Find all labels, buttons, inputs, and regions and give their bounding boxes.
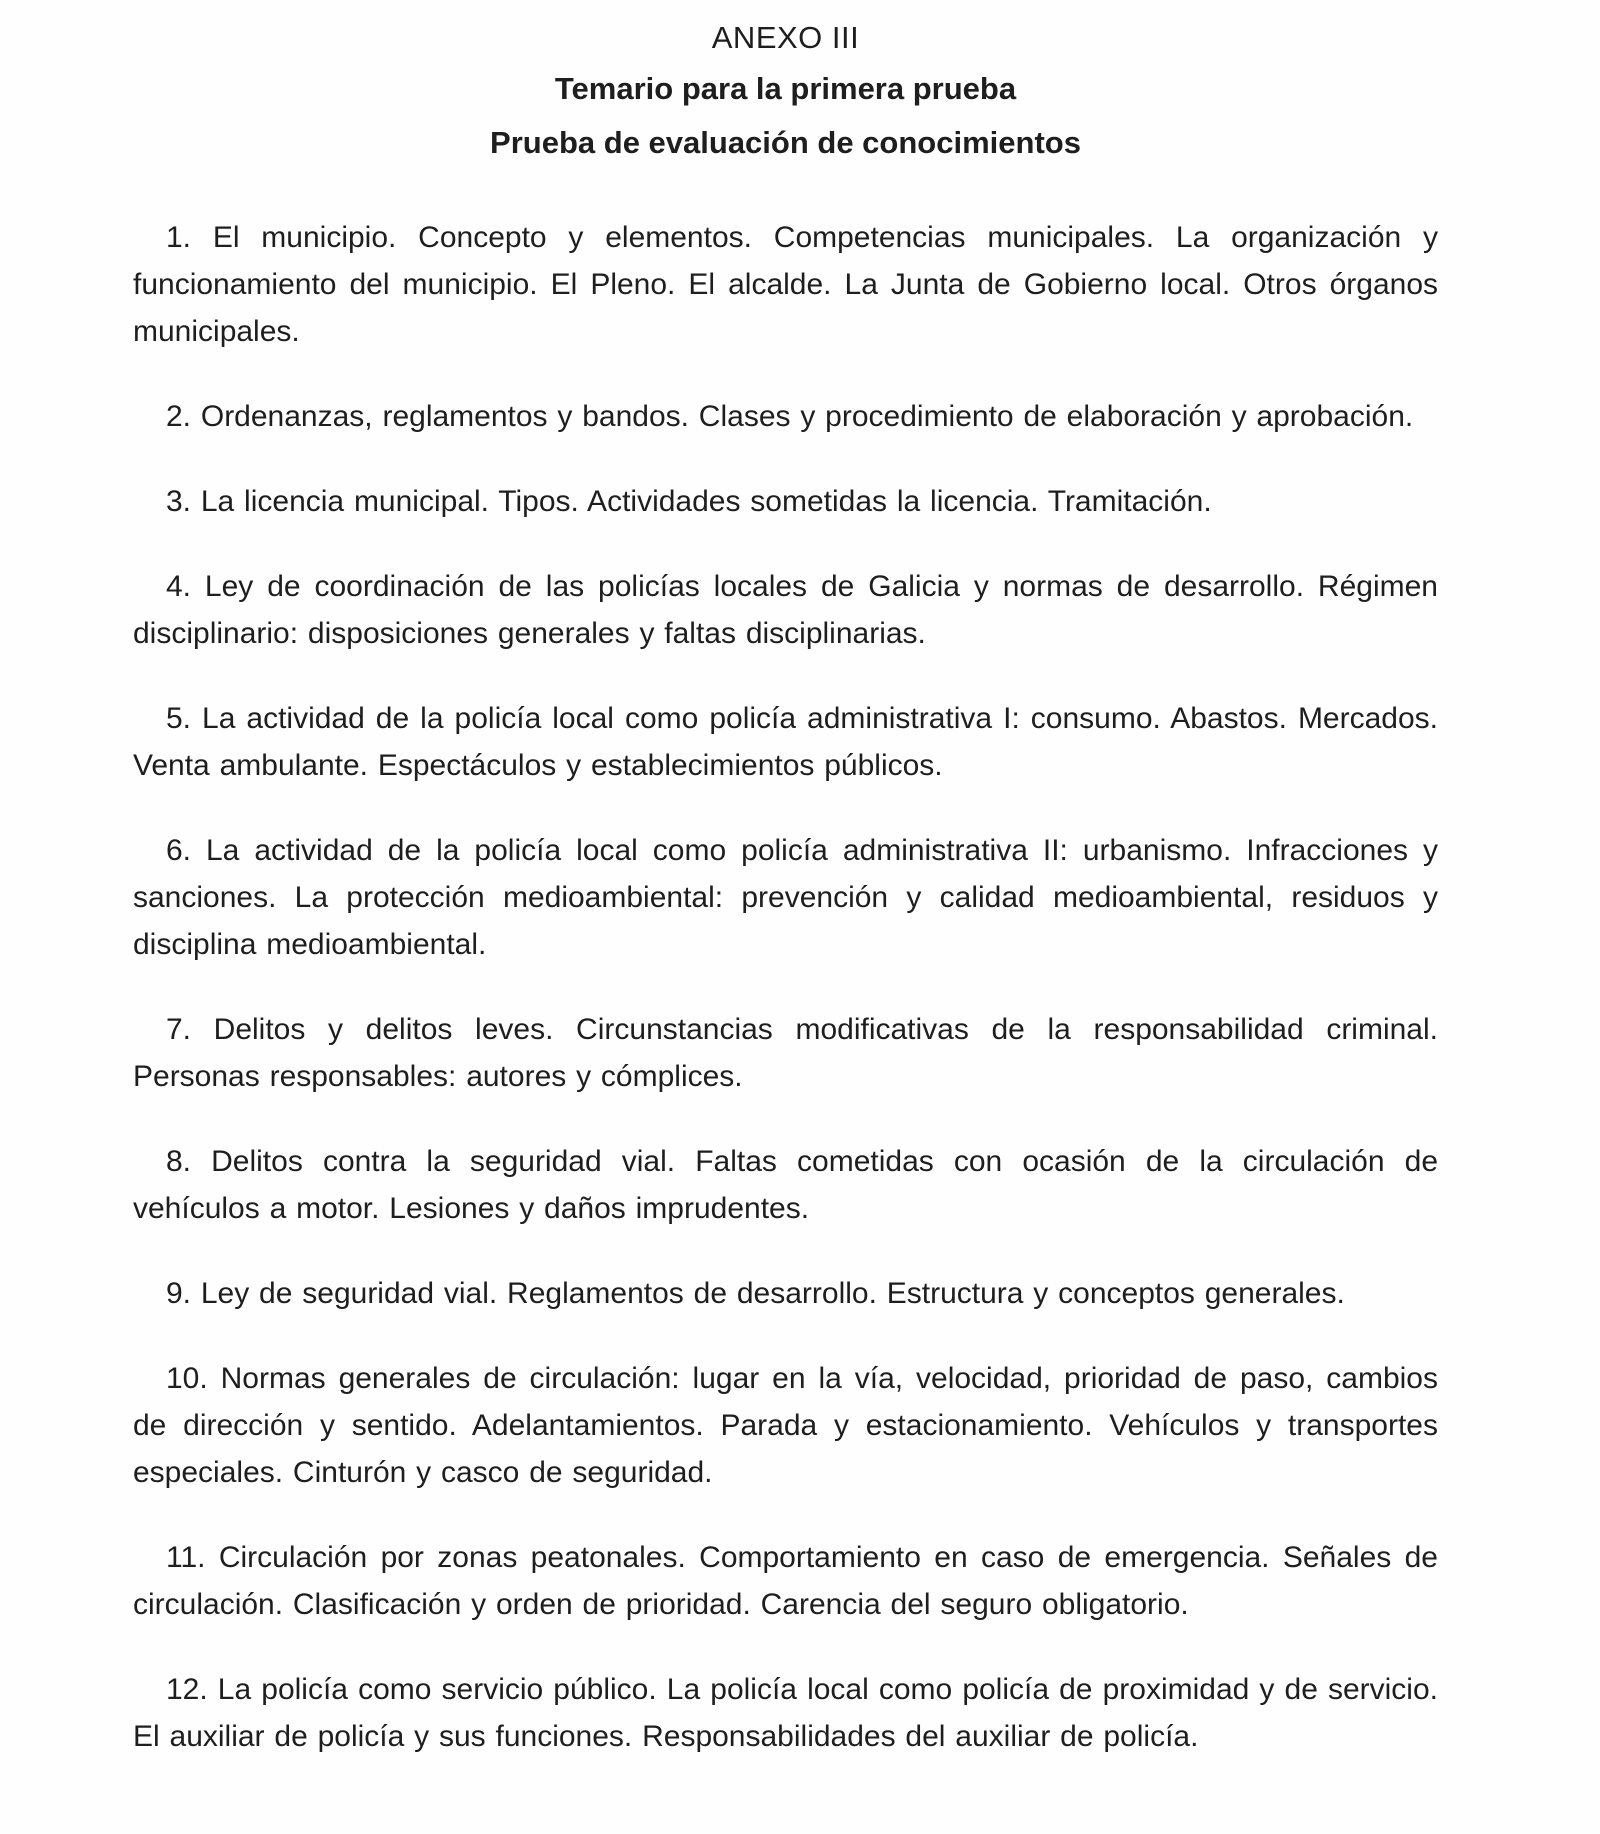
temario-item-list <box>133 214 1438 1760</box>
temario-item-5: 5. La actividad de la policía local como policía administrativa I: consumo. Abastos. Mercados. Venta ambulante. Espectáculos y establecimientos públicos. <box>133 702 1438 782</box>
document-subtitle-2: Prueba de evaluación de conocimientos <box>490 125 1081 160</box>
temario-item-11: 11. Circulación por zonas peatonales. Comportamiento en caso de emergencia. Señales de circulación. Clasificación y orden de prioridad. Carencia del seguro obligatorio. <box>133 1541 1438 1621</box>
temario-item-4: 4. Ley de coordinación de las policías locales de Galicia y normas de desarrollo. Régimen disciplinario: disposiciones generales y faltas disciplinarias. <box>133 570 1438 650</box>
temario-item-8: 8. Delitos contra la seguridad vial. Faltas cometidas con ocasión de la circulación de vehículos a motor. Lesiones y daños imprudentes. <box>133 1145 1438 1225</box>
temario-item-6: 6. La actividad de la policía local como policía administrativa II: urbanismo. Infracciones y sanciones. La protección medioambiental: prevención y calidad medioambiental, residuos y disciplina medioambiental. <box>133 834 1438 961</box>
temario-item-9: 9. Ley de seguridad vial. Reglamentos de desarrollo. Estructura y conceptos generales. <box>166 1277 1345 1310</box>
temario-item-1: 1. El municipio. Concepto y elementos. Competencias municipales. La organización y funcionamiento del municipio. El Pleno. El alcalde. La Junta de Gobierno local. Otros órganos municipales. <box>133 221 1438 348</box>
document-subtitle-1: Temario para la primera prueba <box>554 71 1017 106</box>
temario-item-3: 3. La licencia municipal. Tipos. Actividades sometidas la licencia. Tramitación. <box>166 485 1212 518</box>
temario-item-2: 2. Ordenanzas, reglamentos y bandos. Clases y procedimiento de elaboración y aprobación. <box>166 400 1414 433</box>
temario-item-12: 12. La policía como servicio público. La policía local como policía de proximidad y de servicio. El auxiliar de policía y sus funciones. Responsabilidades del auxiliar de policía. <box>133 1673 1438 1753</box>
temario-item-7: 7. Delitos y delitos leves. Circunstancias modificativas de la responsabilidad criminal. Personas responsables: autores y cómplices. <box>133 1013 1438 1093</box>
annex-title: ANEXO III <box>711 20 860 55</box>
temario-item-10: 10. Normas generales de circulación: lugar en la vía, velocidad, prioridad de paso, cambios de dirección y sentido. Adelantamientos. Parada y estacionamiento. Vehículos y transportes especiales. Cinturón y casco de seguridad. <box>133 1362 1438 1489</box>
document-header <box>133 14 1438 170</box>
